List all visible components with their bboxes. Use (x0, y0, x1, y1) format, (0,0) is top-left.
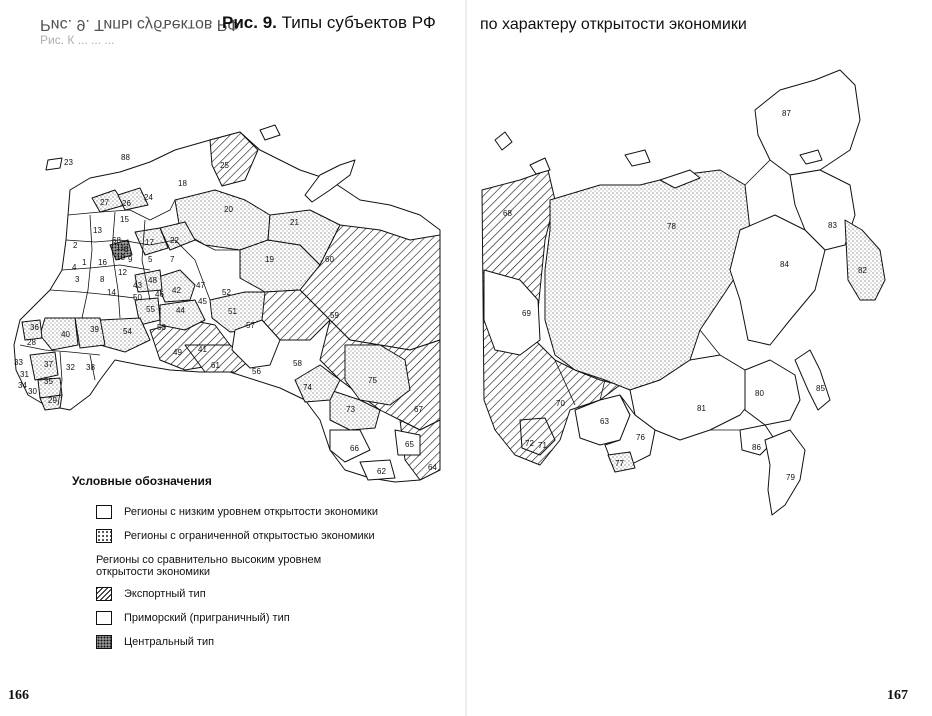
bleedthrough-subtitle: Рис. К ... ... ... (40, 33, 115, 47)
map-label: 3 (75, 275, 80, 284)
legend-swatch-empty (96, 505, 112, 519)
map-label: 23 (64, 158, 73, 167)
legend-label: Приморский (приграничный) тип (124, 612, 290, 624)
map-label: 40 (61, 330, 70, 339)
region-85 (795, 350, 830, 410)
map-label: 6 (124, 245, 129, 254)
map-label: 88 (121, 153, 130, 162)
island-b (625, 150, 650, 166)
legend-item (96, 582, 472, 606)
map-label: 4 (72, 263, 77, 272)
island-a (495, 132, 512, 150)
map-label: 32 (66, 363, 75, 372)
map-label: 47 (196, 281, 205, 290)
legend-group-label (96, 554, 472, 578)
figure-title-text: Типы субъектов РФ (276, 13, 436, 32)
map-label: 36 (30, 323, 39, 332)
map-label: 74 (303, 383, 312, 392)
legend-swatch-hatched (96, 587, 112, 601)
region-79 (765, 430, 805, 515)
map-label: 21 (290, 218, 299, 227)
map-label: 76 (636, 433, 645, 442)
figure-number: Рис. 9. (222, 13, 277, 32)
map-label: 15 (120, 215, 129, 224)
map-label: 10 (116, 253, 125, 262)
figure-title (222, 13, 436, 33)
region-80 (745, 360, 800, 425)
map-label: 54 (123, 327, 132, 336)
map-label: 31 (20, 370, 29, 379)
map-label: 52 (222, 288, 231, 297)
legend-item (96, 630, 472, 654)
map-label: 70 (556, 399, 565, 408)
map-label: 22 (170, 236, 179, 245)
page-number-right: 167 (887, 688, 908, 703)
legend-swatch-dense (96, 635, 112, 649)
map-label: 42 (172, 286, 181, 295)
legend-label: Регионы с ограниченной открытостью экономики (124, 530, 375, 542)
map-label: 81 (697, 404, 706, 413)
map-label: 16 (98, 258, 107, 267)
map-label: 1 (82, 258, 87, 267)
map-label: 84 (780, 260, 789, 269)
map-label: 86 (752, 443, 761, 452)
map-label: 68 (112, 236, 121, 245)
legend-swatch-dotted (96, 529, 112, 543)
map-label: 49 (173, 348, 182, 357)
map-label: 63 (600, 417, 609, 426)
map-label: 39 (90, 325, 99, 334)
map-label: 43 (133, 281, 142, 290)
legend-item (96, 606, 472, 630)
region-82 (845, 220, 885, 300)
map-label: 50 (133, 293, 142, 302)
map-label: 19 (265, 255, 274, 264)
map-label: 82 (858, 266, 867, 275)
map-label: 66 (350, 444, 359, 453)
island-small (260, 125, 280, 140)
map-label: 34 (18, 381, 27, 390)
legend-swatch-empty (96, 611, 112, 625)
map-label: 44 (176, 306, 185, 315)
map-label: 24 (144, 193, 153, 202)
map-label: 69 (522, 309, 531, 318)
map-label: 65 (405, 440, 414, 449)
region-kaliningrad (46, 158, 62, 170)
map-label: 58 (293, 359, 302, 368)
map-label: 11 (116, 243, 125, 252)
legend-label: Регионы с низким уровнем открытости экономики (124, 506, 378, 518)
map-label: 78 (667, 222, 676, 231)
map-label: 72 (525, 439, 534, 448)
map-label: 67 (414, 405, 423, 414)
legend (72, 474, 472, 654)
page-number-left: 166 (8, 688, 29, 703)
map-label: 87 (782, 109, 791, 118)
map-label: 45 (198, 297, 207, 306)
map-label: 14 (107, 288, 116, 297)
map-label: 48 (148, 276, 157, 285)
map-label: 73 (346, 405, 355, 414)
map-label: 64 (428, 463, 437, 472)
legend-title: Условные обозначения (72, 474, 212, 488)
map-label: 12 (118, 268, 127, 277)
map-label: 79 (786, 473, 795, 482)
map-label: 85 (816, 384, 825, 393)
map-label: 35 (44, 377, 53, 386)
map-label: 28 (27, 338, 36, 347)
map-label: 2 (73, 241, 78, 250)
map-label: 5 (148, 255, 153, 264)
map-label: 33 (14, 358, 23, 367)
map-label: 60 (325, 255, 334, 264)
map-label: 8 (100, 275, 105, 284)
left-page-map (14, 125, 440, 482)
map-label: 25 (220, 161, 229, 170)
legend-group-line: открытости экономики (96, 566, 211, 578)
map-label: 20 (224, 205, 233, 214)
map-label: 75 (368, 376, 377, 385)
map-label: 37 (44, 360, 53, 369)
map-label: 55 (146, 305, 155, 314)
map-label: 57 (246, 321, 255, 330)
map-label: 68 (503, 209, 512, 218)
figure-title-continued: по характеру открытости экономики (480, 16, 747, 33)
map-label: 27 (100, 198, 109, 207)
map-label: 41 (198, 345, 207, 354)
map-label: 62 (377, 467, 386, 476)
bleedthrough-title: Рис. 9. Типы субъектов РФ (40, 16, 240, 33)
map-label: 17 (145, 238, 154, 247)
map-label: 26 (122, 199, 131, 208)
map-label: 56 (252, 367, 261, 376)
map-label: 7 (170, 255, 175, 264)
map-label: 13 (93, 226, 102, 235)
map-label: 59 (330, 311, 339, 320)
map-label: 9 (128, 255, 133, 264)
map-label: 29 (48, 396, 57, 405)
map-label: 18 (178, 179, 187, 188)
legend-label: Центральный тип (124, 636, 215, 648)
map-label: 83 (828, 221, 837, 230)
legend-group-line: Регионы со сравнительно высоким уровнем (96, 554, 322, 566)
map-label: 46 (155, 290, 164, 299)
legend-label: Экспортный тип (124, 588, 206, 600)
legend-item (96, 524, 472, 548)
map-label: 77 (615, 459, 624, 468)
map-label: 51 (228, 307, 237, 316)
map-label: 53 (157, 323, 166, 332)
map-label: 71 (538, 441, 547, 450)
map-label: 38 (86, 363, 95, 372)
map-label: 30 (28, 387, 37, 396)
map-label: 61 (211, 361, 220, 370)
map-label: 80 (755, 389, 764, 398)
legend-item (96, 500, 472, 524)
